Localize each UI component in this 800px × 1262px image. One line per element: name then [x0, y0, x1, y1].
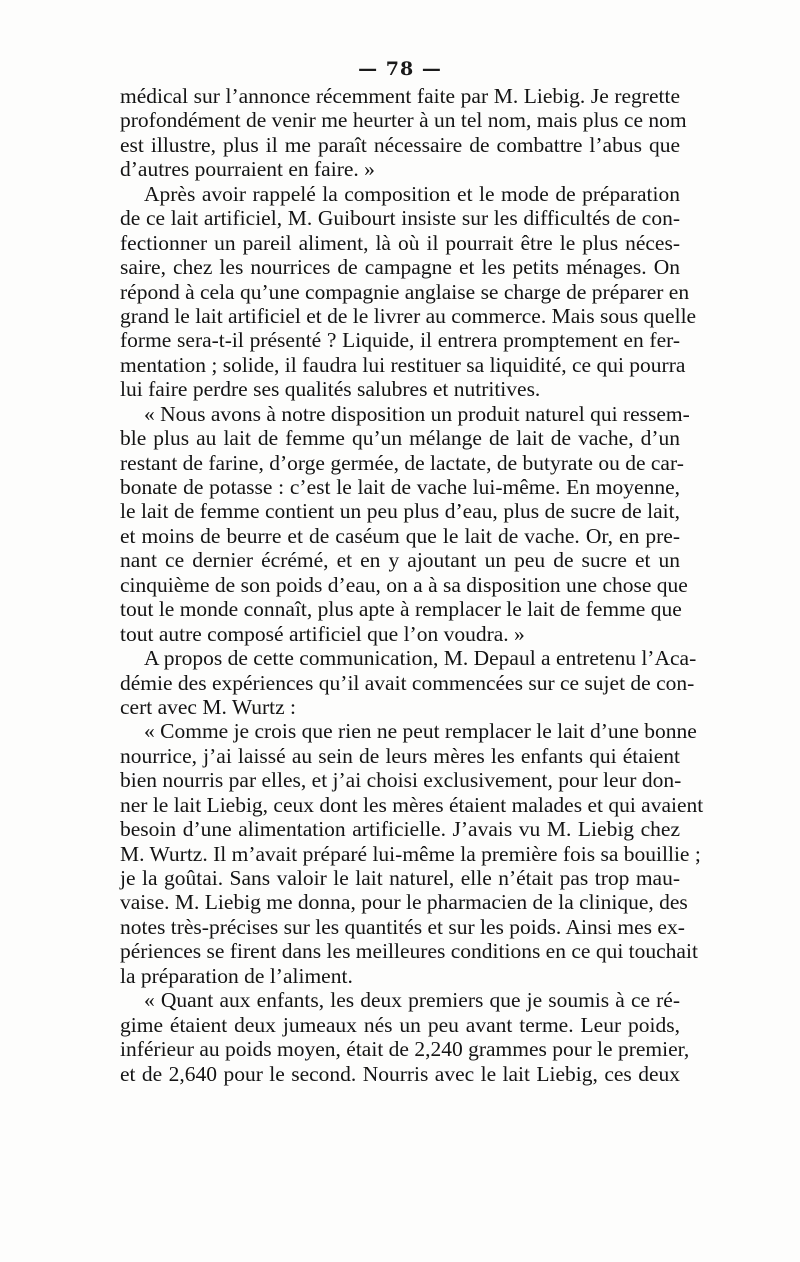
text-line: besoin d’une alimentation artificielle. J’avais vu M. Liebig chez — [120, 817, 680, 842]
paragraph-start-line: « Nous avons à notre disposition un produit naturel qui ressem- — [144, 401, 690, 426]
text-line: d’autres pourraient en faire. » — [120, 157, 375, 182]
text-line: gime étaient deux jumeaux nés un peu avant terme. Leur poids, — [120, 1012, 680, 1037]
text-line: est illustre, plus il me paraît nécessaire de combattre l’abus que — [120, 132, 680, 157]
text-line: périences se firent dans les meilleures conditions en ce qui touchait — [120, 939, 698, 964]
text-line: profondément de venir me heurter à un tel nom, mais plus ce nom — [120, 108, 687, 133]
text-line: mentation ; solide, il faudra lui restituer sa liquidité, ce qui pourra — [120, 352, 686, 377]
text-line: nant ce dernier écrémé, et en y ajoutant un peu de sucre et un — [120, 548, 680, 573]
paragraph-start-line: Après avoir rappelé la composition et le mode de préparation — [144, 181, 680, 206]
text-line: lui faire perdre ses qualités salubres et nutritives. — [120, 377, 541, 402]
paragraph-start-line: « Quant aux enfants, les deux premiers que je soumis à ce ré- — [144, 988, 680, 1013]
text-line: tout autre composé artificiel que l’on voudra. » — [120, 621, 525, 646]
paragraph-start-line: A propos de cette communication, M. Depaul a entretenu l’Aca- — [144, 646, 697, 671]
text-line: répond à cela qu’une compagnie anglaise se charge de préparer en — [120, 279, 690, 304]
text-line: inférieur au poids moyen, était de 2,240 grammes pour le premier, — [120, 1037, 690, 1062]
text-line: forme sera-t-il présenté ? Liquide, il entrera promptement en fer- — [120, 328, 680, 353]
page-number: — 78 — — [358, 58, 442, 80]
text-line: cert avec M. Wurtz : — [120, 694, 297, 719]
text-line: de ce lait artificiel, M. Guibourt insiste sur les difficultés de con- — [120, 206, 680, 231]
text-line: et de 2,640 pour le second. Nourris avec le lait Liebig, ces deux — [120, 1061, 680, 1086]
text-line: bonate de potasse : c’est le lait de vache lui-même. En moyenne, — [120, 475, 680, 499]
text-line: vaise. M. Liebig me donna, pour le pharmacien de la clinique, des — [120, 890, 688, 915]
text-line: notes très-précises sur les quantités et sur les poids. Ainsi mes ex- — [120, 914, 685, 939]
text-line: M. Wurtz. Il m’avait préparé lui-même la première fois sa bouillie ; — [120, 841, 701, 866]
text-line: ner le lait Liebig, ceux dont les mères étaient malades et qui avaient — [120, 792, 704, 817]
text-line: démie des expériences qu’il avait commencées sur ce sujet de con- — [120, 670, 695, 695]
text-line: tout le monde connaît, plus apte à remplacer le lait de femme que — [120, 597, 682, 622]
text-line: fectionner un pareil aliment, là où il pourrait être le plus néces- — [120, 230, 680, 255]
text-line: médical sur l’annonce récemment faite par M. Liebig. Je regrette — [120, 84, 680, 108]
text-line: je la goûtai. Sans valoir le lait naturel, elle n’était pas trop mau- — [120, 866, 680, 890]
text-line: cinquième de son poids d’eau, on a à sa disposition une chose que — [120, 572, 688, 597]
body-text — [120, 84, 704, 1086]
text-line: grand le lait artificiel et de le livrer au commerce. Mais sous quelle — [120, 303, 697, 328]
text-line: et moins de beurre et de caséum que le lait de vache. Or, en pre- — [120, 523, 680, 548]
text-line: le lait de femme contient un peu plus d’eau, plus de sucre de lait, — [120, 499, 680, 524]
text-line: bien nourris par elles, et j’ai choisi exclusivement, pour leur don- — [120, 768, 682, 793]
text-line: la préparation de l’aliment. — [120, 963, 353, 988]
text-line: nourrice, j’ai laissé au sein de leurs mères les enfants qui étaient — [120, 743, 680, 768]
text-line: ble plus au lait de femme qu’un mélange de lait de vache, d’un — [120, 426, 680, 451]
text-line: restant de farine, d’orge germée, de lactate, de butyrate ou de car- — [120, 450, 684, 475]
text-line: saire, chez les nourrices de campagne et les petits ménages. On — [120, 255, 680, 280]
paragraph-start-line: « Comme je crois que rien ne peut remplacer le lait d’une bonne — [144, 719, 697, 744]
